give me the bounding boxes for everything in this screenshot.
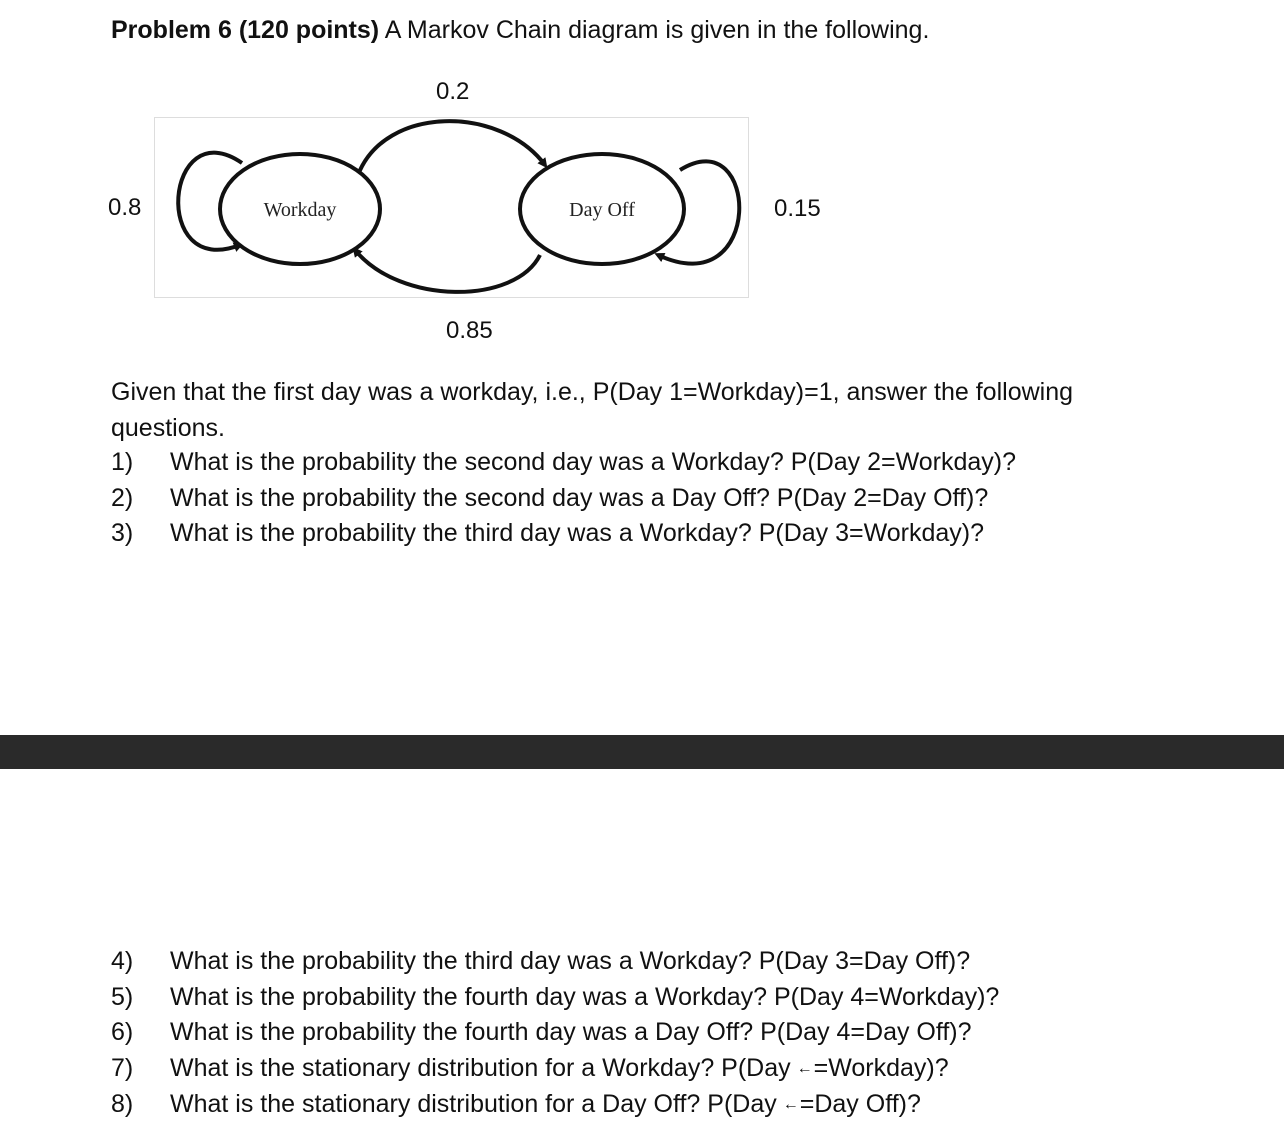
- question-text-after: =Workday)?: [813, 1053, 949, 1082]
- question-text: What is the probability the second day was a Day Off? P(Day 2=Day Off)?: [170, 483, 989, 512]
- state-day-off-label: Day Off: [569, 199, 635, 221]
- question-text: [170, 1051, 949, 1087]
- question-item: [111, 445, 1016, 481]
- question-item: [111, 980, 999, 1016]
- question-text-before: What is the stationary distribution for a Day Off? P(Day: [170, 1089, 777, 1118]
- markov-chain-diagram: [154, 100, 774, 300]
- left-arrow-icon: ←: [782, 1096, 799, 1114]
- edge-dayoff-to-workday: [355, 250, 540, 292]
- question-number: 6): [111, 1018, 134, 1046]
- problem-heading: [111, 16, 929, 45]
- question-number: 3): [111, 519, 134, 547]
- question-text: What is the probability the third day was a Workday? P(Day 3=Workday)?: [170, 519, 985, 547]
- question-number: 7): [111, 1053, 134, 1082]
- prob-workday-self: 0.8: [108, 194, 142, 221]
- prob-dayoff-self: 0.15: [774, 195, 821, 222]
- intro-text: Given that the first day was a workday, i.e., P(Day 1=Workday)=1, answer the following questions.: [111, 378, 1074, 442]
- prob-workday-to-dayoff: 0.2: [436, 78, 470, 105]
- edge-workday-to-dayoff: [358, 121, 545, 175]
- question-item: [111, 481, 1016, 517]
- page-divider-band: [0, 735, 1284, 769]
- question-text: What is the probability the fourth day was a Day Off? P(Day 4=Day Off)?: [170, 1018, 972, 1046]
- question-text-after: =Day Off)?: [799, 1089, 921, 1118]
- question-text: [170, 1087, 921, 1123]
- question-list-top: [111, 445, 1016, 552]
- question-text: What is the probability the second day was a Workday? P(Day 2=Workday)?: [170, 448, 1017, 476]
- question-text: What is the probability the third day was a Workday? P(Day 3=Day Off)?: [170, 947, 971, 975]
- problem-heading-bold: Problem 6 (120 points): [111, 16, 380, 44]
- question-item: [111, 944, 999, 980]
- state-workday-label: Workday: [263, 199, 337, 221]
- prob-dayoff-to-workday: 0.85: [446, 317, 493, 344]
- question-list-bottom: [111, 944, 999, 1123]
- question-text-before: What is the stationary distribution for a Workday? P(Day: [170, 1053, 791, 1082]
- question-item: [111, 1051, 999, 1087]
- question-number: 4): [111, 947, 134, 975]
- left-arrow-icon: ←: [796, 1060, 813, 1078]
- question-number: 2): [111, 483, 134, 512]
- question-item: [111, 516, 1016, 552]
- question-item: [111, 1015, 999, 1051]
- question-number: 5): [111, 982, 134, 1011]
- question-text: What is the probability the fourth day was a Workday? P(Day 4=Workday)?: [170, 982, 1000, 1011]
- question-item: [111, 1087, 999, 1123]
- problem-heading-text: A Markov Chain diagram is given in the following.: [379, 16, 930, 44]
- question-number: 8): [111, 1089, 134, 1118]
- question-number: 1): [111, 448, 134, 476]
